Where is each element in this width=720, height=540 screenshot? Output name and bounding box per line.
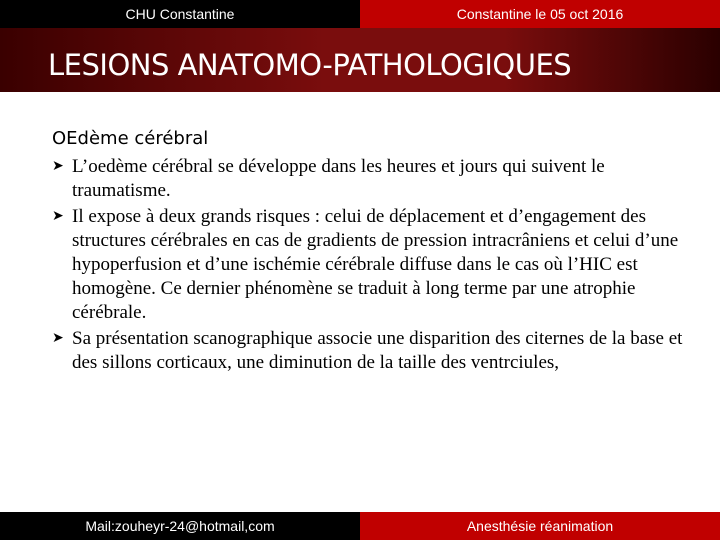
section-heading: OEdème cérébral bbox=[52, 128, 209, 149]
bullet-text: Sa présentation scanographique associe une disparition des citernes de la base et des sillons corticaux, une diminution de la taille des ventrciules, bbox=[72, 328, 683, 373]
arrow-bullet-icon: ➤ bbox=[52, 209, 64, 224]
bullet-item bbox=[52, 327, 692, 375]
arrow-bullet-icon: ➤ bbox=[52, 159, 64, 174]
bullet-text: Il expose à deux grands risques : celui de déplacement et d’engagement des structures cérébrales en cas de gradients de pression intracrâniens et celui d’une hypoperfusion et d’une ischémie cérébrale diffuse dans le cas où l’HIC est homogène. Ce dernier phénomène se traduit à long terme par une atrophie cérébrale. bbox=[72, 206, 679, 323]
bullet-text: L’oedème cérébral se développe dans les heures et jours qui suivent le traumatisme. bbox=[72, 156, 605, 201]
footer-email: Mail:zouheyr-24@hotmail,com bbox=[0, 512, 360, 540]
slide-title: LESIONS ANATOMO-PATHOLOGIQUES bbox=[48, 48, 572, 82]
title-band bbox=[0, 28, 720, 92]
slide-content bbox=[52, 128, 692, 377]
bullet-item bbox=[52, 155, 692, 203]
arrow-bullet-icon: ➤ bbox=[52, 331, 64, 346]
header-date: Constantine le 05 oct 2016 bbox=[360, 0, 720, 28]
footer-bar bbox=[0, 512, 720, 540]
header-bar bbox=[0, 0, 720, 28]
header-institution: CHU Constantine bbox=[0, 0, 360, 28]
bullet-item bbox=[52, 205, 692, 325]
footer-department: Anesthésie réanimation bbox=[360, 512, 720, 540]
